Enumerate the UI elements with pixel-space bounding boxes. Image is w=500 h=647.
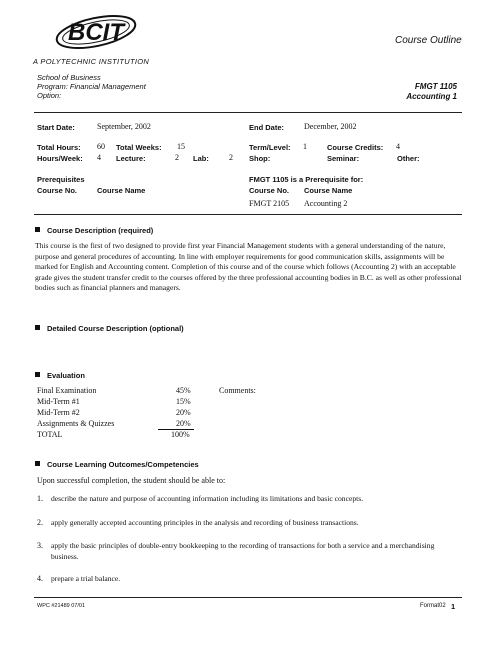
outcomes-heading: Course Learning Outcomes/Competencies: [35, 460, 199, 469]
eval-row-value: 15%: [176, 397, 191, 406]
lecture-value: 2: [175, 153, 179, 162]
bullet-icon: [35, 461, 40, 466]
outcome-number: 3.: [37, 541, 43, 550]
prereq-col-course-name: Course Name: [97, 186, 146, 195]
hours-week-value: 4: [97, 153, 101, 162]
lab-label: Lab:: [193, 154, 209, 163]
term-level-value: 1: [303, 142, 307, 151]
outcome-number: 1.: [37, 494, 43, 503]
prerequisites-heading: Prerequisites: [37, 175, 85, 184]
document-title: Course Outline: [395, 35, 462, 46]
eval-row-value: 20%: [176, 419, 191, 428]
bullet-icon: [35, 372, 40, 377]
course-credits-value: 4: [396, 142, 400, 151]
outcome-number: 4.: [37, 574, 43, 583]
institution-tagline: A POLYTECHNIC INSTITUTION: [33, 57, 150, 66]
prereq-divider: [34, 214, 462, 215]
course-code: FMGT 1105: [414, 82, 457, 91]
is-prereq-course-no: FMGT 2105: [249, 199, 290, 208]
eval-row-value: 45%: [176, 386, 191, 395]
eval-row-label: Mid-Term #2: [37, 408, 80, 417]
header-divider: [34, 112, 462, 113]
outcome-text: apply generally accepted accounting principles in the analysis and recording of business transactions.: [51, 518, 359, 527]
page-number: 1: [451, 602, 456, 611]
eval-total-value: 100%: [171, 430, 190, 439]
evaluation-heading: Evaluation: [35, 371, 85, 380]
detailed-description-heading: Detailed Course Description (optional): [35, 324, 184, 333]
bullet-icon: [35, 325, 40, 330]
school-name: School of Business: [37, 73, 101, 82]
eval-row-label: Final Examination: [37, 386, 97, 395]
hours-week-label: Hours/Week:: [37, 154, 83, 163]
other-label: Other:: [397, 154, 420, 163]
eval-comments-label: Comments:: [219, 386, 256, 395]
outcome-text: prepare a trial balance.: [51, 574, 121, 583]
outcomes-intro: Upon successful completion, the student should be able to:: [37, 476, 226, 485]
option-label: Option:: [37, 91, 62, 100]
lecture-label: Lecture:: [116, 154, 146, 163]
bcit-logo: [50, 10, 142, 54]
total-hours-label: Total Hours:: [37, 143, 81, 152]
footer-reference: WPC #21489 07/01: [37, 603, 86, 609]
term-level-label: Term/Level:: [249, 143, 291, 152]
svg-text:BCIT: BCIT: [68, 19, 124, 46]
course-credits-label: Course Credits:: [327, 143, 384, 152]
prereq-col-course-no: Course No.: [37, 186, 78, 195]
start-date-value: September, 2002: [97, 122, 151, 131]
is-prereq-heading: FMGT 1105 is a Prerequisite for:: [249, 175, 364, 184]
bullet-icon: [35, 227, 40, 232]
lab-value: 2: [229, 153, 233, 162]
total-weeks-value: 15: [177, 142, 185, 151]
footer-divider: [34, 597, 462, 598]
eval-row-label: Mid-Term #1: [37, 397, 80, 406]
course-description-text: This course is the first of two designed to provide first year Financial Management students with a general understanding of the nature, purpose and general procedures of accounting. In line with employer requirements for good communication skills, assignments will be marked for English and Accounting content. Completion of this course and of the course which follows (Accounting 2) with an acceptable grade gives the student transfer credit to the courses offered by the three professional accounting bodies in B.C. as well as other professional bodies such as financial planners and managers.: [35, 241, 462, 293]
end-date-label: End Date:: [249, 123, 285, 132]
end-date-value: December, 2002: [304, 122, 357, 131]
outcome-number: 2.: [37, 518, 43, 527]
outcome-text: describe the nature and purpose of accounting information including its limitations and basic concepts.: [51, 494, 364, 503]
is-prereq-col-course-name: Course Name: [304, 186, 353, 195]
course-name: Accounting 1: [406, 92, 457, 101]
outcome-text: apply the basic principles of double-entry bookkeeping to the recording of transactions for both a service and a merchandising business.: [51, 541, 435, 561]
course-description-heading: Course Description (required): [35, 226, 153, 235]
program-name: Program: Financial Management: [37, 82, 146, 91]
footer-form-number: Format02: [420, 603, 446, 609]
seminar-label: Seminar:: [327, 154, 360, 163]
is-prereq-course-name: Accounting 2: [304, 199, 348, 208]
total-hours-value: 60: [97, 142, 105, 151]
eval-row-label: Assignments & Quizzes: [37, 419, 115, 428]
shop-label: Shop:: [249, 154, 271, 163]
eval-row-value: 20%: [176, 408, 191, 417]
is-prereq-col-course-no: Course No.: [249, 186, 290, 195]
total-weeks-label: Total Weeks:: [116, 143, 162, 152]
start-date-label: Start Date:: [37, 123, 75, 132]
eval-total-label: TOTAL: [37, 430, 63, 439]
